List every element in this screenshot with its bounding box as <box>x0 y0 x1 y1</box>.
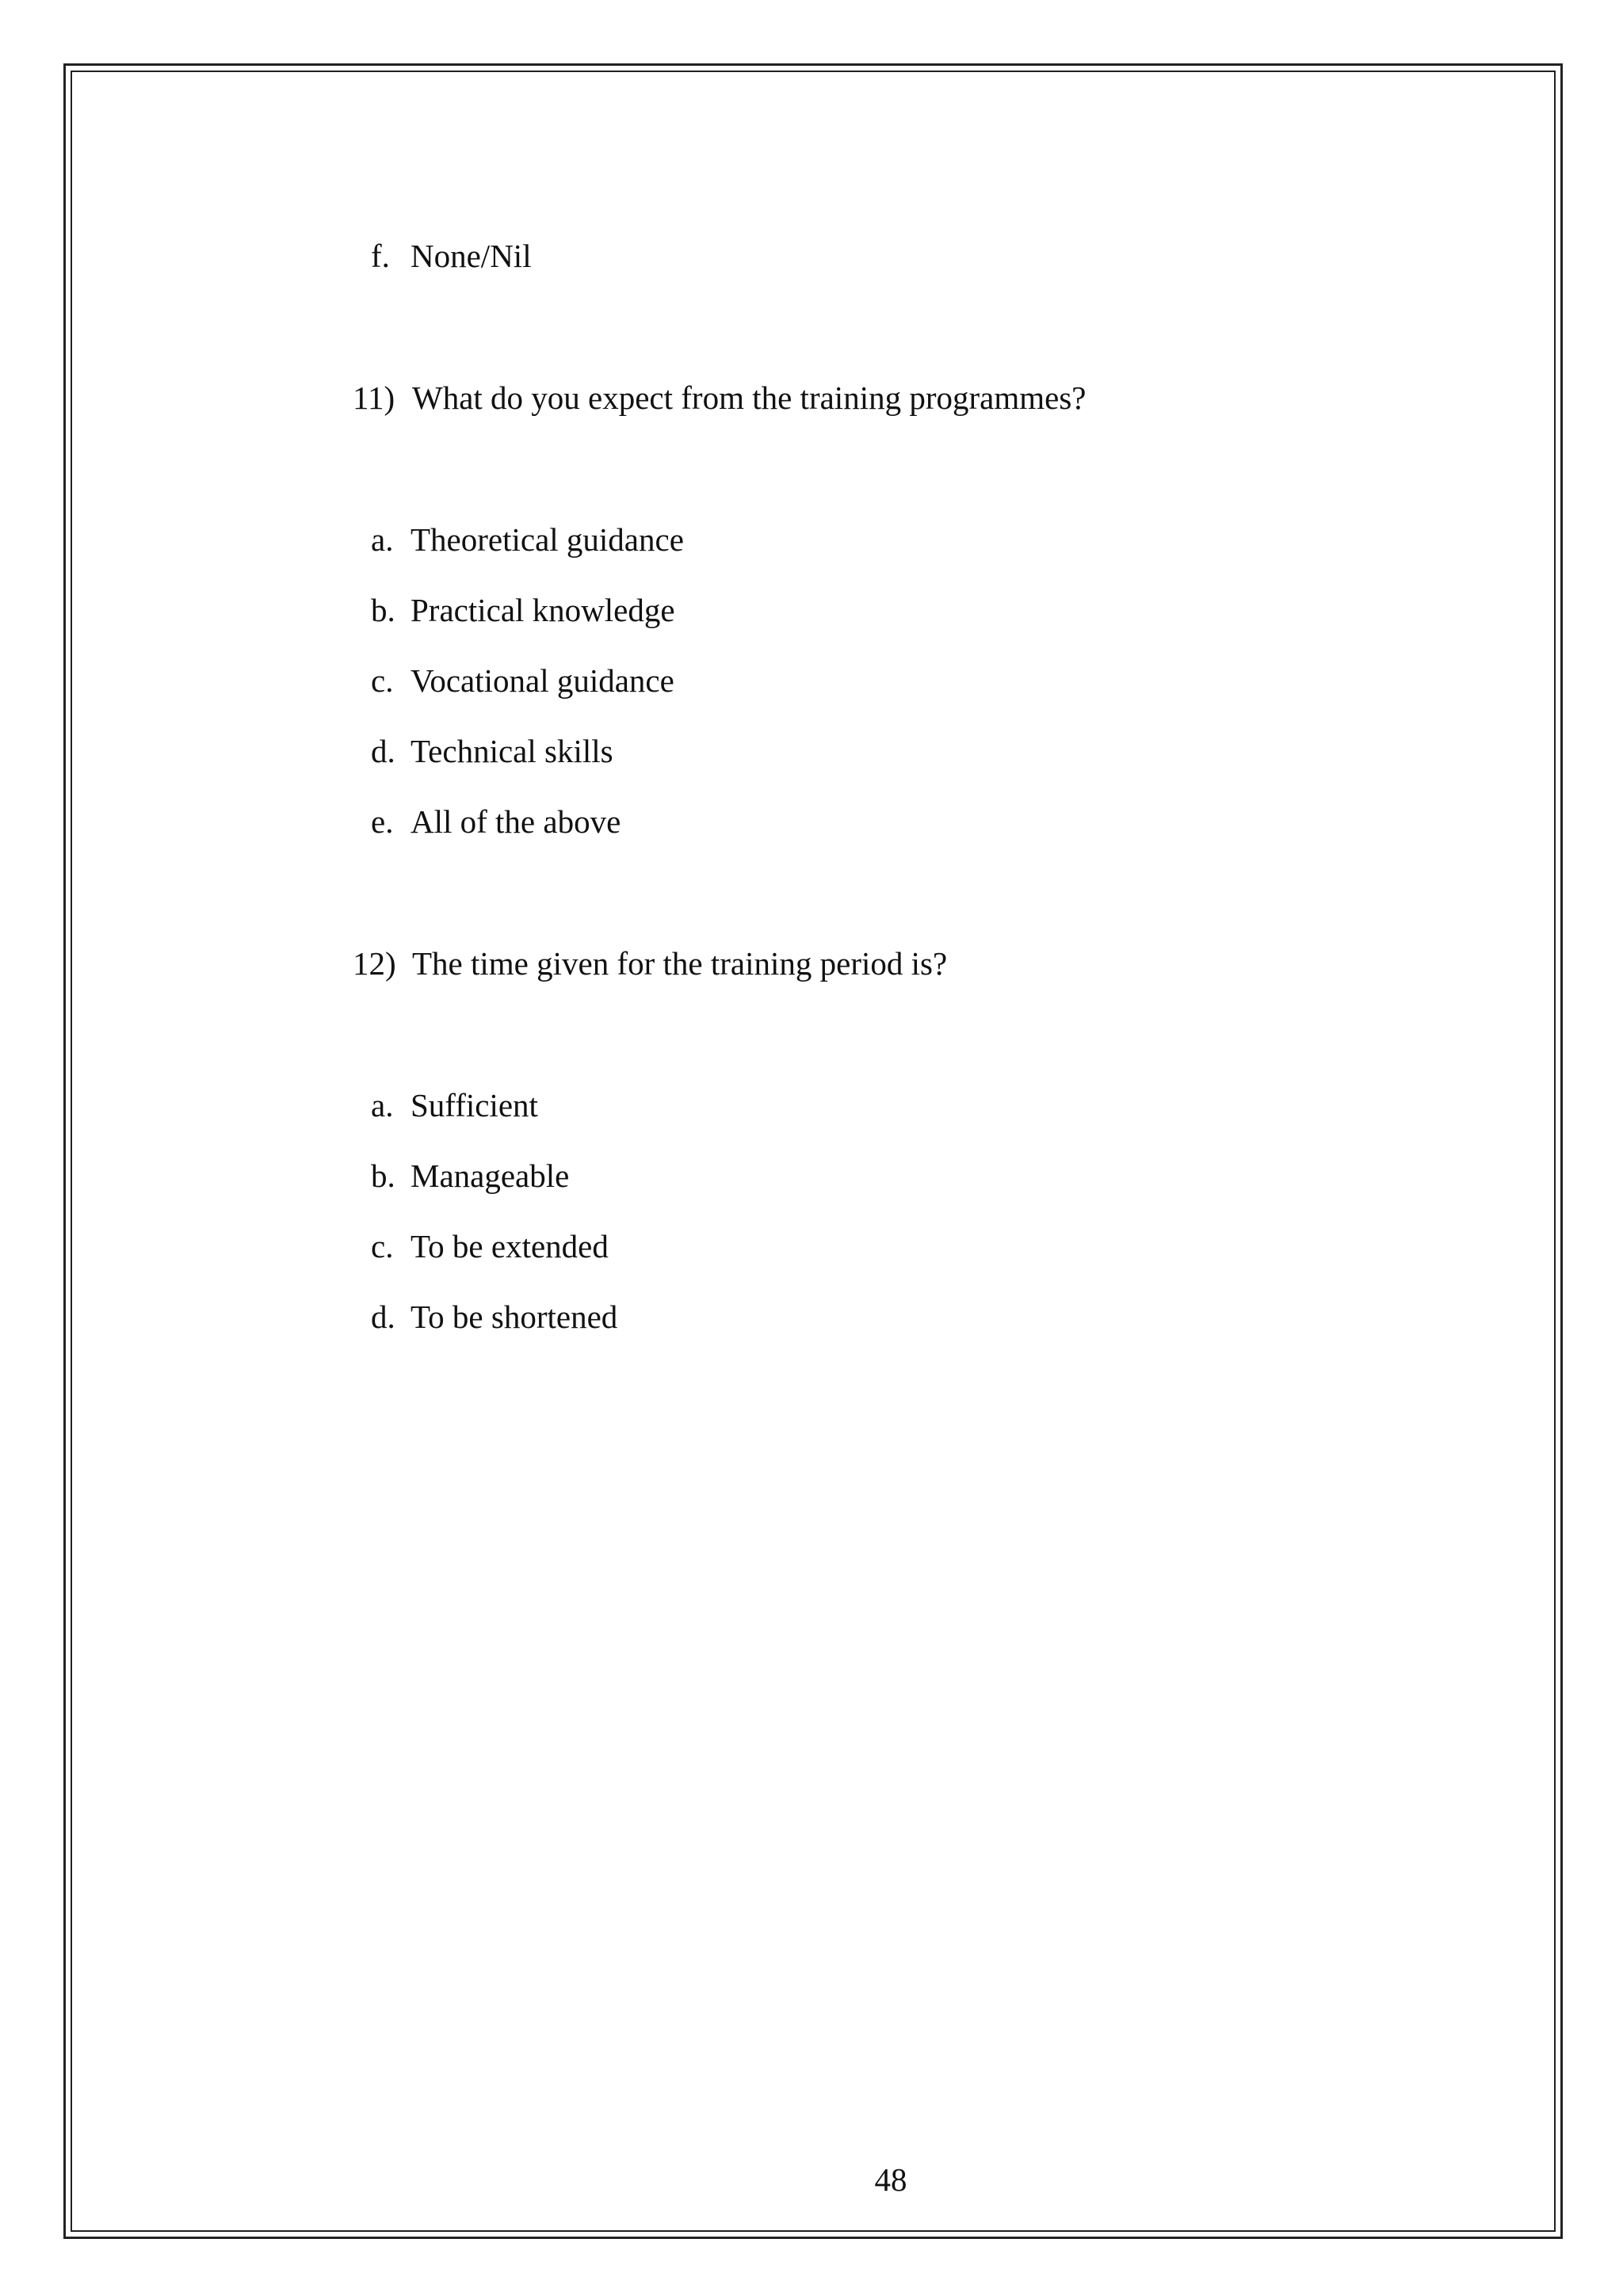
option-marker: b. <box>371 592 395 628</box>
option-marker: f. <box>371 238 390 274</box>
question-12-option-a <box>371 1085 538 1125</box>
option-marker: a. <box>371 1087 394 1123</box>
option-text: Theoretical guidance <box>411 521 684 558</box>
option-text: Practical knowledge <box>411 592 675 628</box>
option-text: To be extended <box>411 1228 609 1264</box>
question-11-option-c <box>371 661 674 700</box>
option-marker: e. <box>371 803 394 840</box>
option-text: All of the above <box>411 803 621 840</box>
option-marker: a. <box>371 521 394 558</box>
question-11-option-e <box>371 802 621 841</box>
question-11-option-d <box>371 731 613 771</box>
option-text: Technical skills <box>411 733 613 769</box>
question-11-option-b <box>371 590 675 630</box>
option-marker: c. <box>371 1228 394 1264</box>
option-marker: d. <box>371 733 395 769</box>
question-12-option-c <box>371 1226 609 1266</box>
option-f-none <box>371 236 532 276</box>
question-12 <box>353 944 947 983</box>
question-11 <box>353 378 1086 418</box>
option-text: None/Nil <box>411 238 532 274</box>
question-text: The time given for the training period is? <box>412 945 948 982</box>
question-text: What do you expect from the training programmes? <box>412 379 1086 416</box>
option-marker: d. <box>371 1299 395 1335</box>
question-11-option-a <box>371 520 684 559</box>
option-marker: c. <box>371 662 394 699</box>
question-12-option-d <box>371 1297 617 1337</box>
question-number: 12) <box>353 945 396 982</box>
option-text: Vocational guidance <box>411 662 674 699</box>
option-text: Manageable <box>411 1158 570 1194</box>
question-12-option-b <box>371 1156 569 1196</box>
page-number: 48 <box>874 2161 907 2198</box>
option-marker: b. <box>371 1158 395 1194</box>
question-number: 11) <box>353 379 395 416</box>
option-text: Sufficient <box>411 1087 538 1123</box>
option-text: To be shortened <box>411 1299 618 1335</box>
